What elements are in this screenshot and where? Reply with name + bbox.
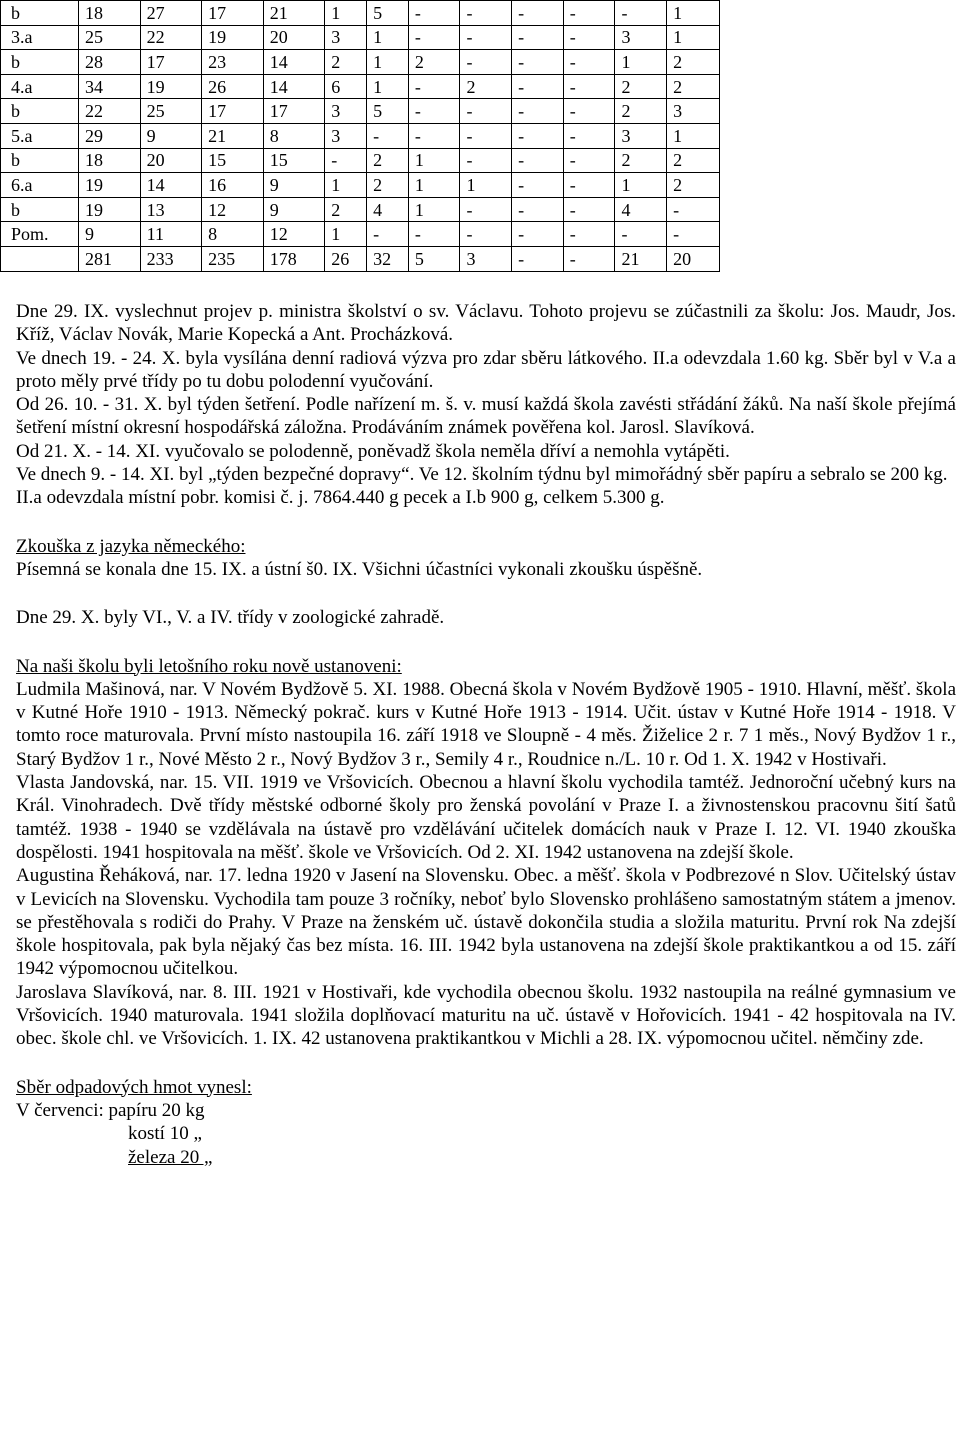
table-cell: - — [325, 148, 367, 173]
table-cell: 1 — [615, 173, 667, 198]
table-cell: - — [512, 246, 564, 271]
table-cell: 5 — [367, 1, 409, 26]
table-cell: - — [563, 148, 615, 173]
teacher-entry: Ludmila Mašinová, nar. V Novém Bydžově 5. XI. 1988. Obecná škola v Novém Bydžově 1905 - 1910. Hlavní, měšť. škola v Kutné Hoře 1910 - 1913. Německý pokrač. kurs v Kutné Hoře 1913 - 1914. Učit. ústav v Kutné Hoře 1914 - 1918. V tomto roce maturovala. První místo nastoupila 16. září 1918 ve Sloupně - 4 měs. Žiželice 2 r. 7 1 měs., Nový Bydžov 1 r., Starý Bydžov 1 r., Nové Město 2 r., Nový Bydžov 3 r., Semily 4 r., Roudnice n./L. 10 r. Od 1. X. 1942 v Hostivaři. — [16, 678, 956, 770]
table-cell: - — [460, 50, 512, 75]
table-cell: 1 — [325, 1, 367, 26]
table-cell: - — [667, 197, 720, 222]
table-cell: - — [408, 74, 460, 99]
table-cell: 21 — [202, 123, 264, 148]
table-cell: 5 — [408, 246, 460, 271]
table-row — [1, 148, 720, 173]
table-cell: 235 — [202, 246, 264, 271]
table-row — [1, 123, 720, 148]
table-cell: 9 — [79, 222, 141, 247]
table-cell: 3 — [667, 99, 720, 124]
table-cell: - — [460, 99, 512, 124]
table-cell: 1 — [367, 50, 409, 75]
table-cell: 12 — [263, 222, 325, 247]
table-cell: - — [367, 222, 409, 247]
table-cell: 2 — [615, 99, 667, 124]
table-cell: - — [563, 222, 615, 247]
table-cell: - — [408, 99, 460, 124]
table-cell: 1 — [325, 173, 367, 198]
table-cell: - — [512, 1, 564, 26]
table-cell: - — [512, 173, 564, 198]
table-cell: - — [408, 25, 460, 50]
table-cell: 5 — [367, 99, 409, 124]
teacher-entry: Jaroslava Slavíková, nar. 8. III. 1921 v Hostivaři, kde vychodila obecnou školu. 1932 nastoupila na reálné gymnasium ve Vršovicích. 1940 maturovala. 1941 složila doplňovací maturitu na uč. ústavě v Hořovicích. 1941 - 42 hospitovala na IV. obec. škole chl. ve Vršovicích. 1. IX. 42 ustanovena praktikantkou v Michli a 28. IX. výpomocnou učitel. němčiny zde. — [16, 981, 956, 1050]
table-cell: 14 — [140, 173, 202, 198]
table-cell: 1 — [460, 173, 512, 198]
table-cell: 1 — [325, 222, 367, 247]
table-cell: - — [667, 222, 720, 247]
teacher-entry: Vlasta Jandovská, nar. 15. VII. 1919 ve Vršovicích. Obecnou a hlavní školu vychodila tamtéž. Jednoroční učebný kurs na Král. Vinohradech. Dvě třídy městské odborné školy pro ženská povolání v Praze I. a živnostenskou pracovnu šití šatů tamtéž. 1938 - 1940 se vzdělávala na ústavě pro vzdělávání učitelek domácích nauk v Praze I. 12. VI. 1940 zkouška dospělosti. 1941 hospitovala na měšť. škole ve Vršovicích. Od 2. XI. 1942 ustanovena na zdejší škole. — [16, 772, 956, 863]
table-row — [1, 99, 720, 124]
table-row — [1, 1, 720, 26]
table-cell: 28 — [79, 50, 141, 75]
table-row — [1, 197, 720, 222]
table-cell: 8 — [263, 123, 325, 148]
table-cell: - — [563, 246, 615, 271]
table-row — [1, 222, 720, 247]
table-cell: b — [1, 1, 79, 26]
collection-line: V červenci: papíru 20 kg — [16, 1099, 205, 1121]
table-cell: - — [615, 1, 667, 26]
paragraph: Dne 29. IX. vyslechnut projev p. ministra školství o sv. Václavu. Tohoto projevu se zúčastnili za školu: Jos. Maudr, Jos. Kříž, Václav Novák, Marie Kopecká a Ant. Procházková. — [16, 301, 956, 346]
table-cell: 21 — [263, 1, 325, 26]
table-row — [1, 74, 720, 99]
table-cell: 3 — [325, 99, 367, 124]
table-cell: - — [460, 148, 512, 173]
table-cell: 2 — [667, 50, 720, 75]
table-cell: b — [1, 50, 79, 75]
table-cell: - — [512, 50, 564, 75]
table-cell: 19 — [202, 25, 264, 50]
table-cell: 17 — [202, 99, 264, 124]
statistics-table — [0, 0, 720, 272]
table-cell: 9 — [263, 197, 325, 222]
table-cell: Pom. — [1, 222, 79, 247]
table-cell: 23 — [202, 50, 264, 75]
table-cell: 22 — [79, 99, 141, 124]
table-cell: - — [563, 50, 615, 75]
table-row — [1, 50, 720, 75]
table-cell: 20 — [667, 246, 720, 271]
table-cell: 26 — [325, 246, 367, 271]
table-cell: 2 — [460, 74, 512, 99]
table-cell: - — [512, 99, 564, 124]
table-cell: 6.a — [1, 173, 79, 198]
table-cell: - — [563, 123, 615, 148]
table-cell: 3 — [615, 123, 667, 148]
table-cell: 18 — [79, 148, 141, 173]
table-cell: 2 — [367, 148, 409, 173]
table-cell: - — [512, 222, 564, 247]
table-cell: 3 — [325, 25, 367, 50]
table-cell: 8 — [202, 222, 264, 247]
collection-heading: Sběr odpadových hmot vynesl: — [16, 1076, 252, 1098]
table-cell: 1 — [615, 50, 667, 75]
collection-line: kostí 10 „ — [128, 1123, 202, 1145]
table-cell: - — [460, 25, 512, 50]
table-cell: 2 — [325, 197, 367, 222]
table-cell — [1, 246, 79, 271]
table-cell: - — [460, 222, 512, 247]
table-cell: - — [563, 1, 615, 26]
table-cell: 14 — [263, 50, 325, 75]
table-cell: 19 — [79, 197, 141, 222]
zoo-text: Dne 29. X. byly VI., V. a IV. třídy v zoologické zahradě. — [16, 607, 445, 629]
paragraph: Od 26. 10. - 31. X. byl týden šetření. Podle nařízení m. š. v. musí každá škola zavésti střádání žáků. Na naší škole přejímá šetření místní okresní hospodářská záložna. Prodáváním známek pověřena kol. Jarosl. Slavíková. — [16, 394, 956, 439]
table-cell: b — [1, 148, 79, 173]
table-cell: 4 — [367, 197, 409, 222]
table-cell: 18 — [79, 1, 141, 26]
table-cell: 4 — [615, 197, 667, 222]
table-cell: 34 — [79, 74, 141, 99]
table-cell: 2 — [325, 50, 367, 75]
table-cell: - — [367, 123, 409, 148]
table-cell: - — [563, 173, 615, 198]
table-cell: 17 — [263, 99, 325, 124]
table-cell: 2 — [615, 148, 667, 173]
exam-heading: Zkouška z jazyka německého: — [16, 535, 246, 557]
table-cell: 9 — [263, 173, 325, 198]
table-cell: - — [563, 197, 615, 222]
table-cell: - — [615, 222, 667, 247]
table-cell: b — [1, 197, 79, 222]
table-cell: 4.a — [1, 74, 79, 99]
table-cell: 13 — [140, 197, 202, 222]
table-cell: 14 — [263, 74, 325, 99]
table-cell: 1 — [367, 74, 409, 99]
table-cell: 2 — [667, 148, 720, 173]
teachers-heading: Na naši školu byli letošního roku nově ustanoveni: — [16, 655, 402, 677]
table-cell: 233 — [140, 246, 202, 271]
table-cell: 19 — [140, 74, 202, 99]
collection-line: železa 20 „ — [128, 1146, 213, 1168]
table-cell: 21 — [615, 246, 667, 271]
table-cell: 178 — [263, 246, 325, 271]
table-cell: 1 — [408, 148, 460, 173]
table-cell: 12 — [202, 197, 264, 222]
table-cell: 3 — [615, 25, 667, 50]
table-cell: - — [408, 1, 460, 26]
table-cell: 29 — [79, 123, 141, 148]
table-cell: 2 — [367, 173, 409, 198]
table-cell: 17 — [140, 50, 202, 75]
table-cell: 5.a — [1, 123, 79, 148]
table-cell: 22 — [140, 25, 202, 50]
exam-text: Písemná se konala dne 15. IX. a ústní š0. IX. Všichni účastníci vykonali zkoušku úspěšně. — [16, 558, 703, 580]
table-cell: 1 — [367, 25, 409, 50]
table-cell: 281 — [79, 246, 141, 271]
table-cell: 25 — [140, 99, 202, 124]
table-row — [1, 25, 720, 50]
table-cell: 1 — [667, 123, 720, 148]
table-row — [1, 173, 720, 198]
table-cell: - — [512, 123, 564, 148]
table-row — [1, 246, 720, 271]
table-cell: - — [460, 123, 512, 148]
paragraph: II.a odevzdala místní pobr. komisi č. j. 7864.440 g pecek a I.b 900 g, celkem 5.300 g. — [16, 487, 665, 509]
table-cell: 32 — [367, 246, 409, 271]
table-cell: - — [563, 74, 615, 99]
table-cell: 3.a — [1, 25, 79, 50]
table-cell: - — [460, 1, 512, 26]
table-cell: 26 — [202, 74, 264, 99]
table-cell: 6 — [325, 74, 367, 99]
paragraph: Ve dnech 9. - 14. XI. byl „týden bezpečné dopravy“. Ve 12. školním týdnu byl mimořádný sběr papíru a sebralo se 200 kg. — [16, 464, 948, 486]
table-cell: 19 — [79, 173, 141, 198]
table-cell: 17 — [202, 1, 264, 26]
table-cell: 1 — [408, 173, 460, 198]
table-cell: - — [512, 74, 564, 99]
table-cell: 2 — [667, 74, 720, 99]
table-cell: 20 — [140, 148, 202, 173]
table-cell: 15 — [202, 148, 264, 173]
table-cell: 25 — [79, 25, 141, 50]
table-cell: 1 — [408, 197, 460, 222]
table-cell: 3 — [460, 246, 512, 271]
table-cell: - — [512, 148, 564, 173]
table-cell: 11 — [140, 222, 202, 247]
table-cell: - — [408, 222, 460, 247]
table-cell: - — [563, 25, 615, 50]
table-cell: - — [563, 99, 615, 124]
table-cell: - — [408, 123, 460, 148]
table-cell: 15 — [263, 148, 325, 173]
table-cell: - — [512, 197, 564, 222]
table-cell: 16 — [202, 173, 264, 198]
table-cell: b — [1, 99, 79, 124]
chronicle-text — [16, 300, 956, 1169]
paragraph: Ve dnech 19. - 24. X. byla vysílána denní radiová výzva pro zdar sběru látkového. II.a odevzdala 1.60 kg. Sběr byl v V.a a proto měly prvé třídy po tu dobu polodenní vyučování. — [16, 347, 956, 392]
table-cell: 27 — [140, 1, 202, 26]
table-cell: 3 — [325, 123, 367, 148]
table-cell: - — [460, 197, 512, 222]
table-cell: 2 — [667, 173, 720, 198]
table-cell: 1 — [667, 25, 720, 50]
table-cell: 20 — [263, 25, 325, 50]
teacher-entry: Augustina Řeháková, nar. 17. ledna 1920 v Jasení na Slovensku. Obec. a měšť. škola v Podbrezové n Slov. Učitelský ústav v Levicích na Slovensku. Vychodila tam pouze 3 ročníky, neboť bylo Slovensko prohlášeno samostatným státem a jmenov. se přestěhovala s rodiči do Prahy. V Praze na ženském uč. ústavě dokončila studia a složila maturitu. První rok Na zdejší škole hospitovala, pak byla nějaký čas bez místa. 16. III. 1942 byla ustanovena na zdejší škole praktikantkou a od 15. září 1942 výpomocnou učitelkou. — [16, 865, 956, 980]
table-cell: 1 — [667, 1, 720, 26]
table-cell: - — [512, 25, 564, 50]
table-cell: 2 — [615, 74, 667, 99]
table-cell: 9 — [140, 123, 202, 148]
paragraph: Od 21. X. - 14. XI. vyučovalo se polodenně, poněvadž škola neměla dříví a nemohla vytápěti. — [16, 440, 730, 462]
table-cell: 2 — [408, 50, 460, 75]
